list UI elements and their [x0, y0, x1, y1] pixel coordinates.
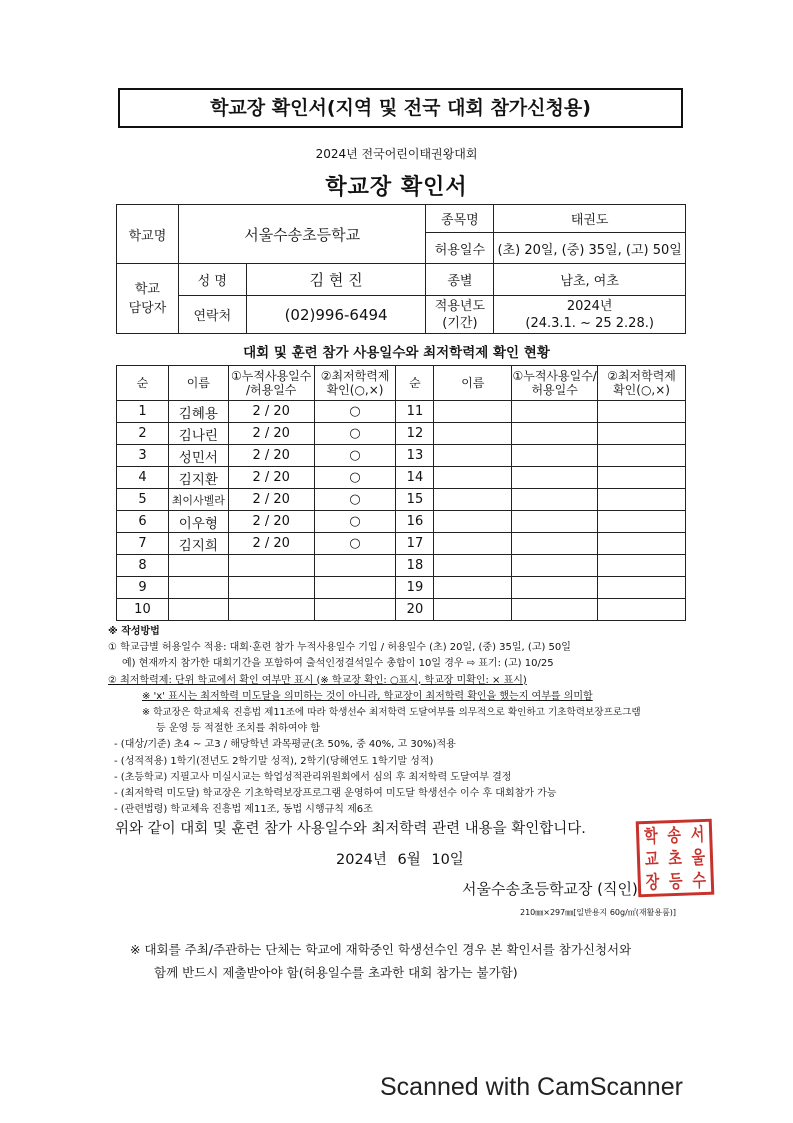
- manager-label: 학교 담당자: [117, 264, 179, 334]
- table-row: [117, 577, 686, 599]
- used-days-right: [512, 533, 598, 555]
- manager-name: 김 현 진: [246, 264, 426, 296]
- header-check: ②최저학력제 확인(○,×): [314, 366, 396, 401]
- official-seal: [636, 819, 715, 898]
- student-name-right: [434, 511, 512, 533]
- student-name-right: [434, 555, 512, 577]
- min-academic-check: ○: [314, 423, 396, 445]
- seal-glyph: 교: [644, 849, 659, 871]
- min-academic-check-right: [598, 489, 686, 511]
- row-no-right: 12: [396, 423, 434, 445]
- paper-spec: 210㎜×297㎜[일반용지 60g/㎡(재활용품)]: [520, 908, 677, 917]
- min-academic-check: ○: [314, 401, 396, 423]
- min-academic-check: ○: [314, 467, 396, 489]
- student-name: 김나린: [168, 423, 228, 445]
- seal-glyph: 수: [692, 871, 707, 893]
- section-title: 대회 및 훈련 참가 사용일수와 최저학력제 확인 현황: [243, 345, 550, 361]
- student-name: 김지환: [168, 467, 228, 489]
- note-5: - (대상/기준) 초4 ~ 고3 / 해당학년 과목평균(초 50%, 중 40%, 고 30%)적용: [114, 739, 456, 751]
- used-days: 2 / 20: [228, 511, 314, 533]
- note-7: - (초등학교) 지필고사 미실시교는 학업성적관리위원회에서 심의 후 최저학력 도달여부 결정: [114, 771, 512, 783]
- used-days: 2 / 20: [228, 489, 314, 511]
- row-no-right: 15: [396, 489, 434, 511]
- min-academic-check-right: [598, 511, 686, 533]
- row-no-right: 20: [396, 599, 434, 621]
- used-days: 2 / 20: [228, 467, 314, 489]
- note-1-example: 예) 현재까지 참가한 대회기간을 포함하여 출석인정결석일수 총합이 10일 경우 ⇨ 표기: (고) 10/25: [122, 658, 554, 670]
- note-2: ② 최저학력제: 단위 학교에서 확인 여부만 표시 (※ 학교장 확인: ○표시, 학교장 미확인: × 표시): [108, 674, 527, 686]
- table-row: [117, 489, 686, 511]
- min-academic-check-right: [598, 467, 686, 489]
- category-value: 남초, 여초: [494, 264, 686, 296]
- table-row: [117, 511, 686, 533]
- min-academic-check: [314, 577, 396, 599]
- year-cell: [494, 296, 686, 334]
- seal-glyph: 학: [643, 826, 659, 848]
- student-name: [168, 577, 228, 599]
- footer-notice: [130, 938, 730, 984]
- table-row: [117, 401, 686, 423]
- row-no-right: 11: [396, 401, 434, 423]
- student-name-right: [434, 423, 512, 445]
- student-name: 성민서: [168, 445, 228, 467]
- student-name-right: [434, 599, 512, 621]
- note-4: ※ 학교장은 학교체육 진흥법 제11조에 따라 학생선수 최저학력 도달여부를 의무적으로 확인하고 기초학력보장프로그램: [142, 707, 641, 719]
- min-academic-check: ○: [314, 445, 396, 467]
- row-no-right: 13: [396, 445, 434, 467]
- used-days: 2 / 20: [228, 533, 314, 555]
- table-row: [117, 533, 686, 555]
- participation-table: [116, 365, 686, 621]
- student-name-right: [434, 489, 512, 511]
- header-name-right: 이름: [434, 366, 512, 401]
- issue-date: 2024년 6월 10일: [336, 852, 464, 868]
- note-9: - (관련법령) 학교체육 진흥법 제11조, 동법 시행규칙 제6조: [114, 804, 373, 816]
- confirmation-statement: 위와 같이 대회 및 훈련 참가 사용일수와 최저학력 관련 내용을 확인합니다.: [115, 821, 586, 837]
- min-academic-check: ○: [314, 489, 396, 511]
- row-no: 6: [117, 511, 169, 533]
- student-name-right: [434, 467, 512, 489]
- table-row: [117, 599, 686, 621]
- header-days-right: ①누적사용일수/ 허용일수: [512, 366, 598, 401]
- used-days: [228, 577, 314, 599]
- notes-heading: ※ 작성방법: [108, 626, 160, 637]
- year-label: 적용년도 (기간): [426, 296, 494, 334]
- student-name-right: [434, 445, 512, 467]
- used-days-right: [512, 423, 598, 445]
- used-days: [228, 555, 314, 577]
- year-value: 2024년: [566, 298, 613, 314]
- footer-line-2: 함께 반드시 제출받아야 함(허용일수를 초과한 대회 참가는 불가함): [154, 965, 518, 980]
- min-academic-check-right: [598, 577, 686, 599]
- seal-glyph: 등: [668, 871, 683, 894]
- used-days: [228, 599, 314, 621]
- used-days: 2 / 20: [228, 445, 314, 467]
- used-days-right: [512, 401, 598, 423]
- row-no: 9: [117, 577, 169, 599]
- principal-signature-line: 서울수송초등학교장 (직인): [462, 880, 638, 898]
- footer-line-1: ※ 대회를 주최/주관하는 단체는 학교에 재학중인 학생선수인 경우 본 확인서를 참가신청서와: [130, 942, 632, 957]
- used-days-right: [512, 599, 598, 621]
- student-name-right: [434, 577, 512, 599]
- year-period: (24.3.1. ~ 25 2.28.): [525, 315, 654, 331]
- row-no: 3: [117, 445, 169, 467]
- note-3: ※ 'x' 표시는 최저학력 미도달을 의미하는 것이 아니라, 학교장이 최저학력 확인을 했는지 여부를 의미함: [142, 690, 593, 702]
- school-name: 서울수송초등학교: [178, 205, 426, 264]
- scanner-watermark: Scanned with CamScanner: [380, 1073, 683, 1101]
- min-academic-check-right: [598, 445, 686, 467]
- used-days-right: [512, 577, 598, 599]
- min-academic-check-right: [598, 423, 686, 445]
- table-row: [117, 423, 686, 445]
- row-no: 10: [117, 599, 169, 621]
- min-academic-check: ○: [314, 511, 396, 533]
- row-no: 5: [117, 489, 169, 511]
- row-no-right: 14: [396, 467, 434, 489]
- event-name: 2024년 전국어린이태권왕대회: [315, 147, 478, 161]
- sport-value: 태권도: [494, 205, 686, 233]
- seal-glyph: 초: [667, 848, 683, 870]
- instructions: [108, 624, 708, 818]
- manager-name-label: 성 명: [178, 264, 246, 296]
- row-no: 1: [117, 401, 169, 423]
- note-8: - (최저학력 미도달) 학교장은 기초학력보장프로그램 운영하여 미도달 학생선수 이수 후 대회참가 가능: [114, 788, 557, 800]
- seal-glyph: 울: [691, 847, 706, 870]
- min-academic-check: [314, 555, 396, 577]
- student-name: 이우형: [168, 511, 228, 533]
- min-academic-check-right: [598, 599, 686, 621]
- note-4-cont: 등 운영 등 적절한 조치를 취하여야 함: [156, 723, 320, 735]
- student-name: [168, 555, 228, 577]
- table-row: [117, 555, 686, 577]
- min-academic-check-right: [598, 555, 686, 577]
- seal-glyph: 송: [667, 825, 682, 847]
- seal-glyph: 장: [645, 872, 660, 895]
- row-no: 4: [117, 467, 169, 489]
- school-info-table: [116, 204, 686, 334]
- row-no-right: 16: [396, 511, 434, 533]
- used-days-right: [512, 489, 598, 511]
- row-no-right: 17: [396, 533, 434, 555]
- note-6: - (성적적용) 1학기(전년도 2학기말 성적), 2학기(당해연도 1학기말 성적): [114, 755, 434, 767]
- banner-title: 학교장 확인서(지역 및 전국 대회 참가신청용): [118, 88, 683, 128]
- header-name: 이름: [168, 366, 228, 401]
- table-row: [117, 445, 686, 467]
- used-days-right: [512, 511, 598, 533]
- header-days: ①누적사용일수 /허용일수: [228, 366, 314, 401]
- row-no-right: 19: [396, 577, 434, 599]
- document-title: 학교장 확인서: [325, 175, 468, 200]
- student-name-right: [434, 401, 512, 423]
- allow-days-value: (초) 20일, (중) 35일, (고) 50일: [494, 233, 686, 264]
- used-days-right: [512, 555, 598, 577]
- header-check-right: ②최저학력제 확인(○,×): [598, 366, 686, 401]
- row-no: 8: [117, 555, 169, 577]
- min-academic-check: ○: [314, 533, 396, 555]
- min-academic-check-right: [598, 401, 686, 423]
- contact-label: 연락처: [178, 296, 246, 334]
- table-header-row: [117, 366, 686, 401]
- student-name-right: [434, 533, 512, 555]
- used-days-right: [512, 467, 598, 489]
- school-label: 학교명: [117, 205, 179, 264]
- header-no: 순: [117, 366, 169, 401]
- used-days-right: [512, 445, 598, 467]
- used-days: 2 / 20: [228, 401, 314, 423]
- student-name: 김혜용: [168, 401, 228, 423]
- sport-label: 종목명: [426, 205, 494, 233]
- note-1: ① 학교급별 허용일수 적용: 대회·훈련 참가 누적사용일수 기입 / 허용일수 (초) 20일, (중) 35일, (고) 50일: [108, 642, 571, 654]
- student-name: 김지희: [168, 533, 228, 555]
- table-row: [117, 467, 686, 489]
- category-label: 종별: [426, 264, 494, 296]
- allow-days-label: 허용일수: [426, 233, 494, 264]
- min-academic-check: [314, 599, 396, 621]
- seal-glyph: 서: [690, 824, 705, 846]
- row-no: 2: [117, 423, 169, 445]
- header-no-right: 순: [396, 366, 434, 401]
- row-no: 7: [117, 533, 169, 555]
- used-days: 2 / 20: [228, 423, 314, 445]
- student-name: [168, 599, 228, 621]
- student-name: 최이사벨라: [168, 489, 228, 511]
- row-no-right: 18: [396, 555, 434, 577]
- min-academic-check-right: [598, 533, 686, 555]
- contact-value: (02)996-6494: [246, 296, 426, 334]
